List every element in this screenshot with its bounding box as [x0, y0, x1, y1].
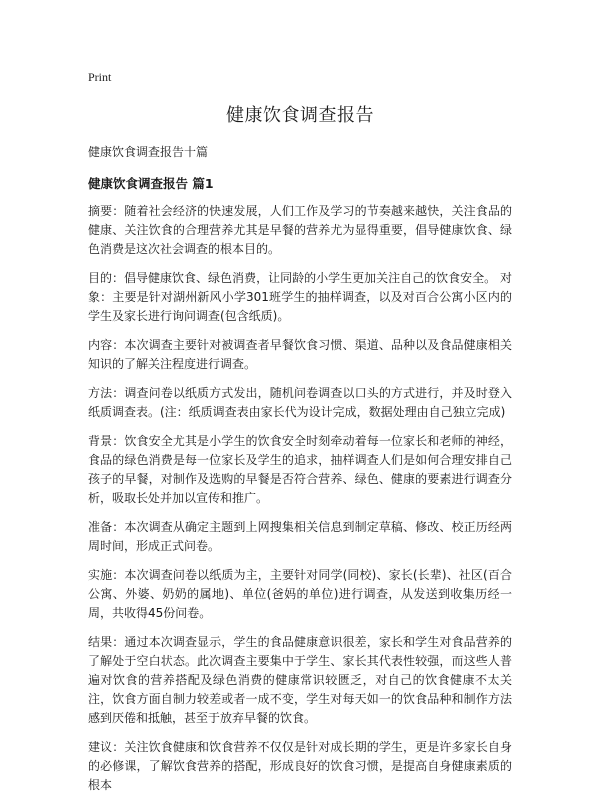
section-heading: 健康饮食调查报告 篇1 [88, 176, 214, 191]
paragraph-implementation: 实施：本次调查问卷以纸质为主，主要针对同学(同校)、家长(长辈)、社区(百合公寓、外婆、奶奶的属地)、单位(爸妈的单位)进行调查，从发送到收集历经一周，共收得45份问卷。 [88, 568, 512, 620]
paragraph-purpose: 目的：倡导健康饮食、绿色消费，让同龄的小学生更加关注自己的饮食安全。 对象：主要是针对湖州新风小学301班学生的抽样调查，以及对百合公寓小区内的学生及家长进行询问调查(包含纸质)。 [88, 271, 512, 323]
paragraph-content: 内容：本次调查主要针对被调查者早餐饮食习惯、渠道、品种以及食品健康相关知识的了解关注程度进行调查。 [88, 338, 512, 371]
paragraph-abstract: 摘要：随着社会经济的快速发展，人们工作及学习的节奏越来越快，关注食品的健康、关注饮食的合理营养尤其是早餐的营养尤为显得重要，倡导健康饮食、绿色消费是这次社会调查的根本目的。 [88, 204, 512, 256]
paragraph-background: 背景：饮食安全尤其是小学生的饮食安全时刻牵动着每一位家长和老师的神经，食品的绿色消费是每一位家长及学生的追求，抽样调查人们是如何合理安排自己孩子的早餐，对制作及选购的早餐是否符合营养、绿色、健康的要素进行调查分析，吸取长处并加以宣传和推广。 [88, 434, 512, 505]
print-label: Print [88, 70, 112, 84]
paragraph-method: 方法：调查问卷以纸质方式发出，随机问卷调查以口头的方式进行，并及时登入纸质调查表。(注：纸质调查表由家长代为设计完成，数据处理由自己独立完成) [88, 386, 512, 419]
paragraph-preparation: 准备：本次调查从确定主题到上网搜集相关信息到制定草稿、修改、校正历经两周时间，形成正式问卷。 [88, 520, 512, 553]
paragraph-suggestion: 建议：关注饮食健康和饮食营养不仅仅是针对成长期的学生，更是许多家长自身的必修课，了解饮食营养的搭配，形成良好的饮食习惯，是提高自身健康素质的根本 [88, 740, 512, 792]
document-subtitle: 健康饮食调查报告十篇 [88, 145, 209, 159]
paragraph-results: 结果：通过本次调查显示，学生的食品健康意识很差，家长和学生对食品营养的了解处于空白状态。此次调查主要集中于学生、家长其代表性较强，而这些人普遍对饮食的营养搭配及绿色消费的健康常识较匮乏，对自己的饮食健康不太关注，饮食方面自制力较差或者一成不变，学生对每天如一的饮食品种和制作方法感到厌倦和抵触，甚至于放弃早餐的饮食。 [88, 635, 512, 725]
document-title: 健康饮食调查报告 [226, 105, 374, 126]
